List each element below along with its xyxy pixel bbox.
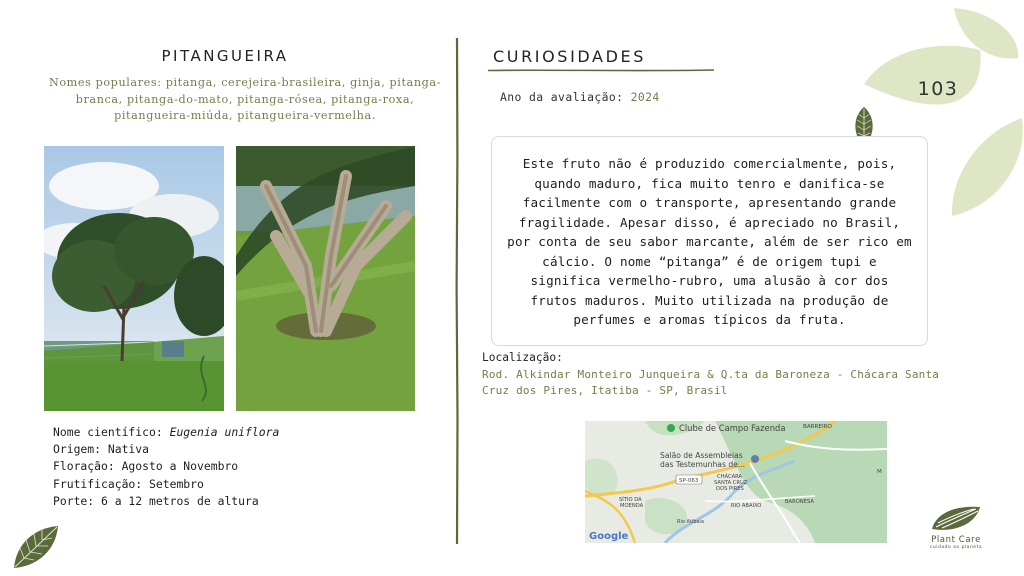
map-label-barreiro: BARREIRO	[803, 424, 832, 430]
map-label-hall: das Testemunhas de...	[660, 460, 746, 469]
map-label-chacara: CHÁCARA	[717, 474, 743, 480]
plant-care-logo-icon	[930, 503, 982, 533]
scientific-name-row	[53, 424, 279, 441]
map-label-baronesa: BARONESA	[785, 499, 814, 505]
popular-names: Nomes populares: pitanga, cerejeira-brasileira, ginja, pitanga-branca, pitanga-do-mato, pitanga-rósea, pitanga-roxa, pitangueira-miúda, pitangueira-vermelha.	[48, 76, 442, 122]
scientific-name-value: Eugenia uniflora	[169, 425, 280, 439]
google-logo: Google	[589, 531, 629, 542]
map-pin-icon	[751, 455, 759, 463]
page-number: 103	[917, 78, 959, 100]
brand-tagline: cuidado ao planeta	[929, 545, 983, 550]
map-label-hall: Salão de Assembleias	[660, 451, 743, 460]
map-label-chacara: DOS PIRES	[716, 486, 744, 492]
map-pin-icon	[667, 424, 675, 432]
map-label-river: Rio Atibaia	[677, 519, 704, 525]
evaluation-year	[500, 90, 660, 104]
leaf-icon	[10, 524, 60, 570]
location-address: Rod. Alkindar Monteiro Junqueira & Q.ta da Baroneza - Chácara Santa Cruz dos Pires, Itatiba - SP, Brasil	[482, 368, 940, 397]
curiosities-title: CURIOSIDADES	[493, 47, 646, 66]
map-label-sitio: MOENDA	[620, 503, 644, 509]
brand-name: Plant Care	[931, 535, 981, 545]
column-divider	[455, 38, 459, 544]
year-value: 2024	[630, 90, 660, 104]
map-label-club: Clube de Campo Fazenda	[679, 423, 786, 433]
map-label-chacara: SANTA CRUZ	[714, 480, 748, 486]
map-label-rio-abaixo: RIO ABAIXO	[731, 503, 762, 509]
size-row: Porte: 6 a 12 metros de altura	[53, 493, 259, 508]
year-label: Ano da avaliação:	[500, 90, 624, 104]
curiosity-text: Este fruto não é produzido comercialmente, pois, quando maduro, fica muito tenro e danifica-se facilmente com o transporte, apresentando grande fragilidade. Apesar disso, é apreciado no Brasil, por conta de seu sabor marcante, além de ser rico em cálcio. O nome “pitanga” é de origem tupi e significa vermelho-rubro, uma alusão à cor dos frutos maduros. Muito utilizada na produção de perfumes e aromas típicos da fruta.	[491, 136, 928, 346]
flowering-row: Floração: Agosto a Novembro	[53, 459, 239, 474]
leaf-shape	[952, 118, 1023, 216]
map-label-sitio: SÍTIO DA	[619, 497, 642, 503]
map-label-edge: M	[877, 469, 882, 475]
trunk-photo	[236, 146, 415, 411]
plant-title: PITANGUEIRA	[161, 47, 289, 65]
fruiting-row: Frutificação: Setembro	[53, 476, 204, 491]
location-map[interactable]	[585, 421, 887, 543]
map-label-road: SP-063	[679, 478, 699, 484]
origin-row: Origem: Nativa	[53, 442, 150, 457]
tree-photo	[44, 146, 224, 411]
plant-info	[53, 424, 279, 510]
location-label: Localização:	[482, 351, 563, 364]
title-underline	[488, 68, 714, 73]
scientific-name-label: Nome científico:	[53, 425, 163, 439]
